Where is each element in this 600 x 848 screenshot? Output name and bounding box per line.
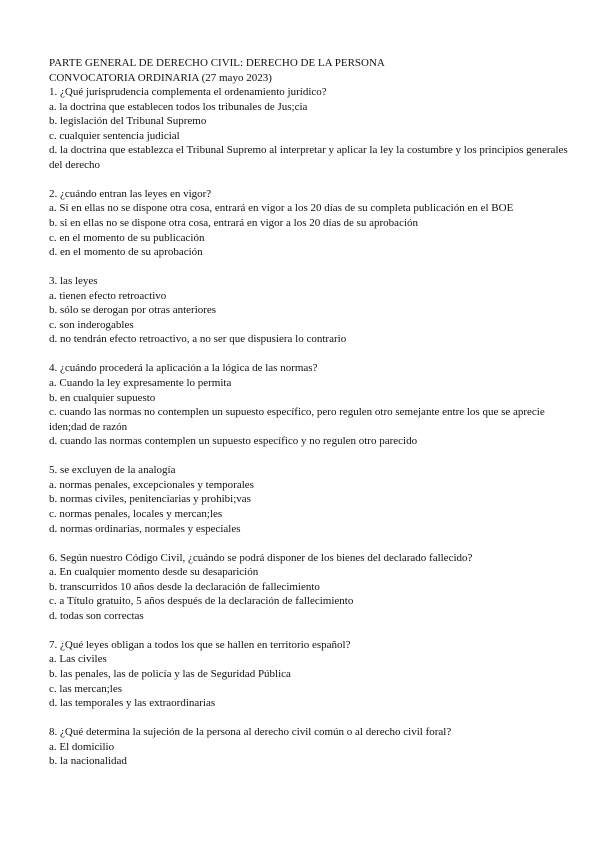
question-8 [49, 725, 569, 769]
question-4 [49, 361, 569, 448]
document-page [49, 56, 569, 783]
question-1 [49, 85, 569, 172]
question-text: 7. ¿Qué leyes obligan a todos los que se hallen en territorio español? [49, 638, 351, 651]
option-c: c. las mercan;les [49, 682, 122, 695]
option-b: b. legislación del Tribunal Supremo [49, 115, 207, 128]
option-d: d. cuando las normas contemplen un supuesto específico y no regulen otro parecido [49, 435, 418, 448]
option-c: c. cualquier sentencia judicial [49, 129, 180, 142]
question-2 [49, 187, 569, 260]
option-d: d. en el momento de su aprobación [49, 246, 203, 259]
option-d: d. las temporales y las extraordinarias [49, 697, 216, 710]
option-a: a. normas penales, excepcionales y temporales [49, 478, 254, 491]
option-a: a. El domicilio [49, 740, 115, 753]
question-3 [49, 274, 569, 347]
option-b: b. sólo se derogan por otras anteriores [49, 304, 217, 317]
option-b: b. normas civiles, penitenciarias y prohibi;vas [49, 493, 251, 506]
question-text: 4. ¿cuándo procederá la aplicación a la lógica de las normas? [49, 362, 318, 375]
question-7 [49, 638, 569, 711]
option-c: c. en el momento de su publicación [49, 231, 205, 244]
option-d: d. no tendrán efecto retroactivo, a no ser que dispusiera lo contrario [49, 333, 347, 346]
option-b: b. si en ellas no se dispone otra cosa, entrará en vigor a los 20 días de su aprobación [49, 217, 419, 230]
option-a: a. Las civiles [49, 653, 107, 666]
option-c: c. cuando las normas no contemplen un supuesto específico, pero regulen otro semejante entre los que se aprecie iden;dad de razón [49, 406, 545, 433]
option-b: b. transcurridos 10 años desde la declaración de fallecimiento [49, 580, 320, 593]
option-a: a. Si en ellas no se dispone otra cosa, entrará en vigor a los 20 días de su completa publicación en el BOE [49, 202, 514, 215]
question-text: 6. Según nuestro Código Civil, ¿cuándo se podrá disponer de los bienes del declarado fallecido? [49, 551, 473, 564]
option-a: a. En cualquier momento desde su desaparición [49, 566, 259, 579]
option-b: b. las penales, las de policía y las de Seguridad Pública [49, 667, 291, 680]
question-5 [49, 463, 569, 536]
option-a: a. Cuando la ley expresamente lo permita [49, 377, 232, 390]
option-c: c. a Título gratuito, 5 años después de la declaración de fallecimiento [49, 595, 354, 608]
option-b: b. en cualquier supuesto [49, 391, 156, 404]
option-a: a. la doctrina que establecen todos los tribunales de Jus;cia [49, 100, 308, 113]
question-text: 3. las leyes [49, 275, 98, 288]
option-a: a. tienen efecto retroactivo [49, 289, 167, 302]
option-c: c. normas penales, locales y mercan;les [49, 507, 223, 520]
option-b: b. la nacionalidad [49, 755, 127, 768]
option-c: c. son inderogables [49, 318, 134, 331]
option-d: d. todas son correctas [49, 609, 144, 622]
document-subtitle: CONVOCATORIA ORDINARIA (27 mayo 2023) [49, 71, 272, 84]
question-text: 2. ¿cuándo entran las leyes en vigor? [49, 187, 212, 200]
question-list [49, 85, 569, 769]
document-title: PARTE GENERAL DE DERECHO CIVIL: DERECHO DE LA PERSONA [49, 57, 385, 69]
question-6 [49, 551, 569, 624]
question-text: 5. se excluyen de la analogía [49, 464, 176, 477]
option-d: d. normas ordinarias, normales y especiales [49, 522, 241, 535]
question-text: 1. ¿Qué jurisprudencia complementa el ordenamiento jurídico? [49, 86, 327, 99]
option-d: d. la doctrina que establezca el Tribunal Supremo al interpretar y aplicar la ley la costumbre y los principios generales del derecho [49, 144, 568, 171]
question-text: 8. ¿Qué determina la sujeción de la persona al derecho civil común o al derecho civil foral? [49, 726, 452, 739]
